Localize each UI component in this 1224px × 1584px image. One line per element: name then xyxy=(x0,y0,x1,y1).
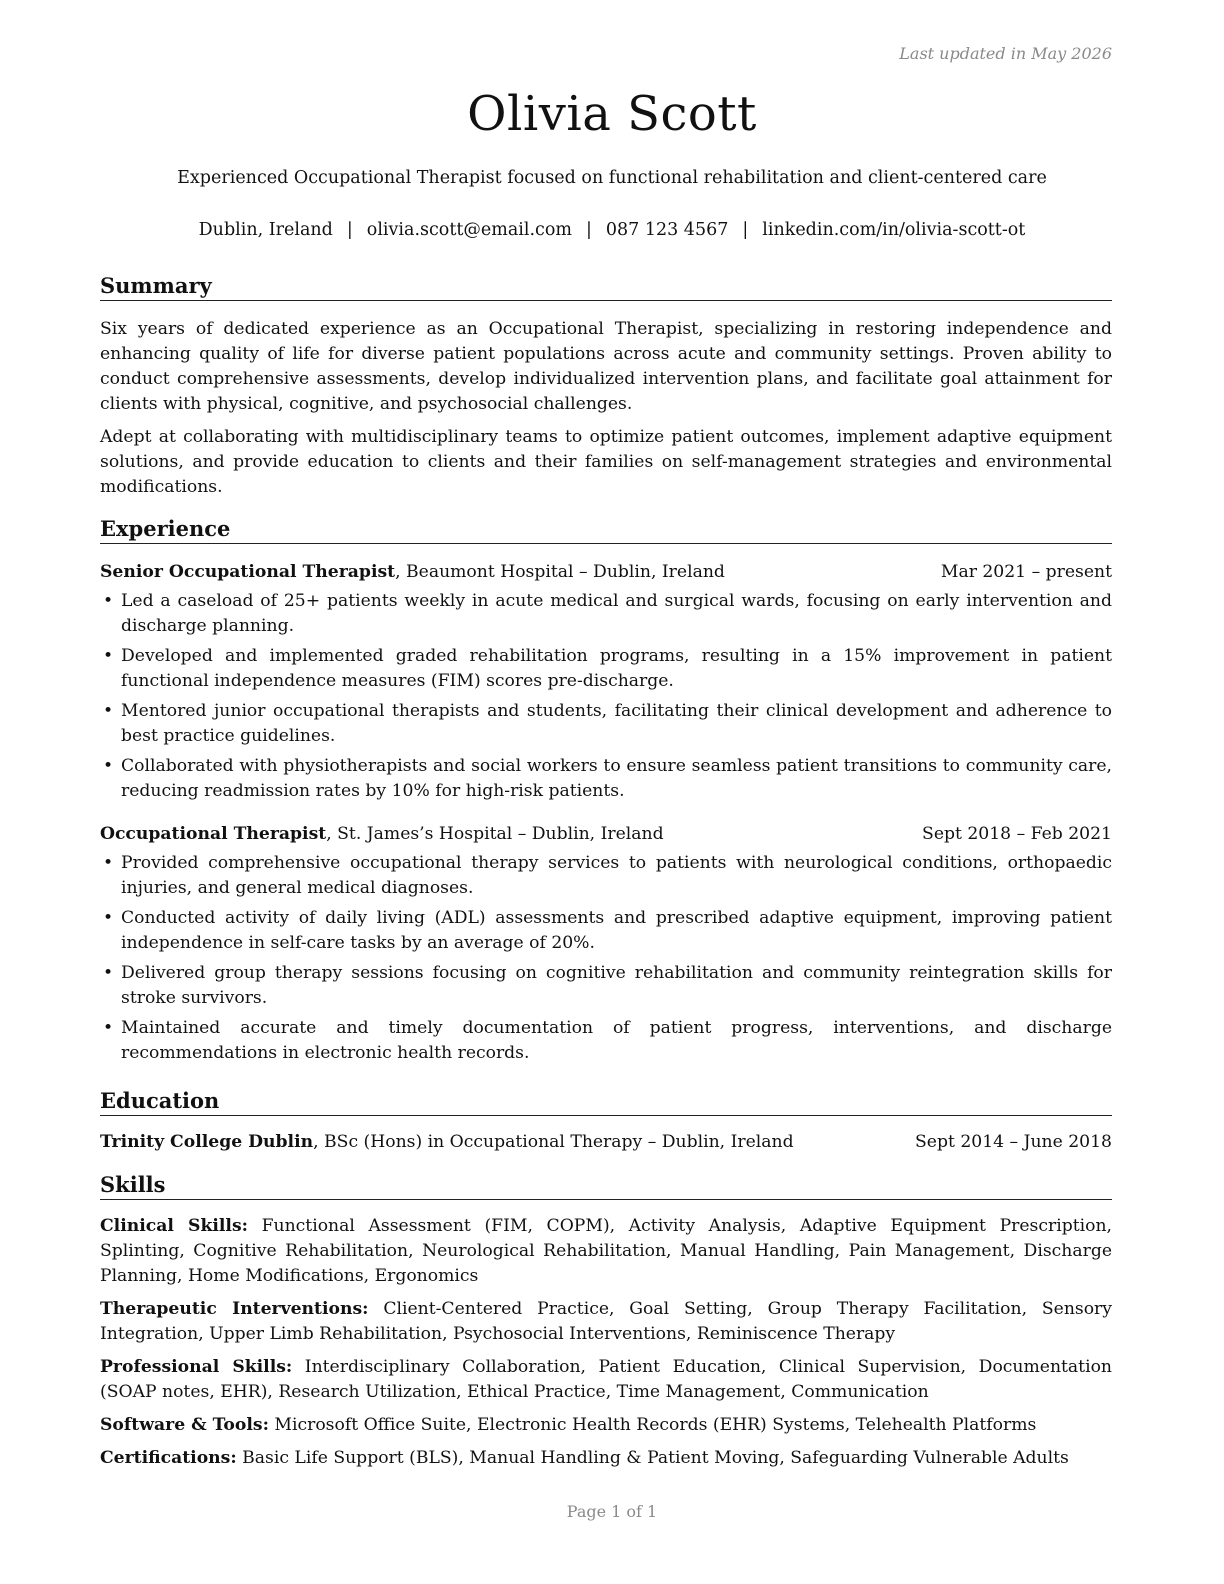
skill-group xyxy=(100,1355,1112,1405)
list-item: • Maintained accurate and timely documentation of patient progress, interventions, and discharge recommendations in electronic health records. xyxy=(100,1016,1112,1066)
degree: , BSc (Hons) in Occupational Therapy – Dublin, Ireland xyxy=(313,1132,794,1152)
job-title: Occupational Therapist xyxy=(100,824,327,844)
skill-text: Interdisciplinary Collaboration, Patient Education, Clinical Supervision, Documentation (SOAP notes, EHR), Research Utilization, Ethical Practice, Time Management, Communication xyxy=(100,1357,1113,1402)
summary-section xyxy=(100,272,1112,500)
list-item: • Provided comprehensive occupational therapy services to patients with neurological conditions, orthopaedic injuries, and general medical diagnoses. xyxy=(100,851,1112,901)
separator: | xyxy=(346,220,353,240)
skill-label: Certifications: xyxy=(100,1448,237,1468)
contact-line xyxy=(0,220,1224,240)
contact-linkedin[interactable]: linkedin.com/in/olivia-scott-ot xyxy=(762,220,1026,240)
skill-label: Therapeutic Interventions: xyxy=(100,1299,369,1319)
skill-text: Microsoft Office Suite, Electronic Health Records (EHR) Systems, Telehealth Platforms xyxy=(268,1415,1037,1435)
job-bullets xyxy=(100,851,1112,1066)
skill-label: Software & Tools: xyxy=(100,1415,269,1435)
job-entry xyxy=(100,822,1112,1066)
list-item: • Conducted activity of daily living (ADL) assessments and prescribed adaptive equipment, improving patient independence in self-care tasks by an average of 20%. xyxy=(100,906,1112,956)
education-entry xyxy=(100,1130,1112,1155)
job-org: , St. James’s Hospital – Dublin, Ireland xyxy=(326,824,664,844)
experience-heading: Experience xyxy=(100,515,1112,544)
job-title: Senior Occupational Therapist xyxy=(100,562,396,582)
list-item: • Led a caseload of 25+ patients weekly in acute medical and surgical wards, focusing on early intervention and discharge planning. xyxy=(100,589,1112,639)
summary-heading: Summary xyxy=(100,272,1112,301)
education-dates: Sept 2014 – June 2018 xyxy=(915,1132,1112,1152)
skill-text: Client-Centered Practice, Goal Setting, Group Therapy Facilitation, Sensory Integration, Upper Limb Rehabilitation, Psychosocial Interventions, Reminiscence Therapy xyxy=(100,1299,1112,1344)
skill-label: Professional Skills: xyxy=(100,1357,293,1377)
contact-phone[interactable]: 087 123 4567 xyxy=(605,220,729,240)
skill-text: Functional Assessment (FIM, COPM), Activity Analysis, Adaptive Equipment Prescription, Splinting, Cognitive Rehabilitation, Neurological Rehabilitation, Manual Handling, Pain Management, Discharge Planning, Home Modifications, Ergonomics xyxy=(100,1216,1112,1286)
job-dates: Sept 2018 – Feb 2021 xyxy=(922,824,1112,844)
summary-paragraph: Six years of dedicated experience as an Occupational Therapist, specializing in restoring independence and enhancing quality of life for diverse patient populations across acute and community settings. Proven ability to conduct comprehensive assessments, develop individualized intervention plans, and facilitate goal attainment for clients with physical, cognitive, and psychosocial challenges. xyxy=(100,319,1112,414)
job-dates: Mar 2021 – present xyxy=(940,562,1112,582)
school-name: Trinity College Dublin xyxy=(100,1132,314,1152)
list-item: • Delivered group therapy sessions focusing on cognitive rehabilitation and community reintegration skills for stroke survivors. xyxy=(100,961,1112,1011)
summary-paragraph: Adept at collaborating with multidisciplinary teams to optimize patient outcomes, implement adaptive equipment solutions, and provide education to clients and their families on self-management strategies and environmental modifications. xyxy=(100,427,1112,497)
separator: | xyxy=(742,220,749,240)
page-number: Page 1 of 1 xyxy=(566,1502,658,1521)
list-item: • Mentored junior occupational therapists and students, facilitating their clinical development and adherence to best practice guidelines. xyxy=(100,699,1112,749)
job-bullets xyxy=(100,589,1112,804)
skill-text: Basic Life Support (BLS), Manual Handling & Patient Moving, Safeguarding Vulnerable Adults xyxy=(236,1448,1069,1468)
experience-section xyxy=(100,515,1112,1071)
skill-group xyxy=(100,1297,1112,1347)
job-org: , Beaumont Hospital – Dublin, Ireland xyxy=(395,562,725,582)
education-heading: Education xyxy=(100,1087,1112,1116)
tagline: Experienced Occupational Therapist focused on functional rehabilitation and client-centered care xyxy=(177,168,1047,188)
list-item: • Collaborated with physiotherapists and social workers to ensure seamless patient transitions to community care, reducing readmission rates by 10% for high-risk patients. xyxy=(100,754,1112,804)
job-header xyxy=(100,560,1112,585)
skills-heading: Skills xyxy=(100,1171,1112,1200)
candidate-name: Olivia Scott xyxy=(467,86,757,142)
skills-section xyxy=(100,1171,1112,1479)
education-section xyxy=(100,1087,1112,1155)
contact-location: Dublin, Ireland xyxy=(198,220,333,240)
job-entry xyxy=(100,560,1112,804)
job-header xyxy=(100,822,1112,847)
skill-group xyxy=(100,1413,1112,1438)
skill-group xyxy=(100,1446,1112,1471)
skill-group xyxy=(100,1214,1112,1289)
separator: | xyxy=(585,220,592,240)
list-item: • Developed and implemented graded rehabilitation programs, resulting in a 15% improvement in patient functional independence measures (FIM) scores pre-discharge. xyxy=(100,644,1112,694)
contact-email[interactable]: olivia.scott@email.com xyxy=(366,220,572,240)
last-updated: Last updated in May 2026 xyxy=(899,44,1112,63)
skill-label: Clinical Skills: xyxy=(100,1216,248,1236)
